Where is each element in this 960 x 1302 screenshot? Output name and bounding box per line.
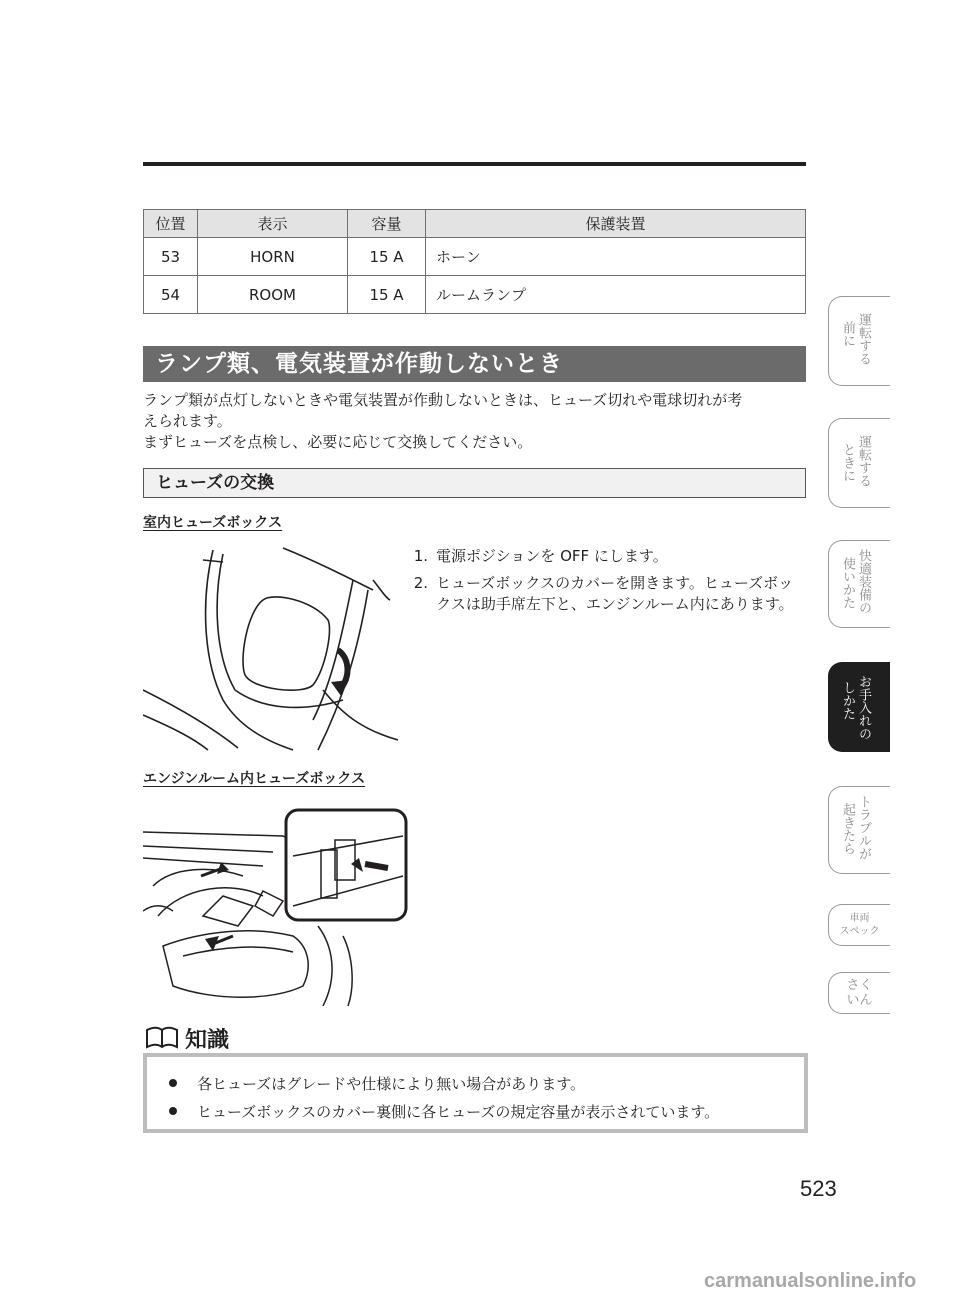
- cell-protected: ルームランプ: [426, 276, 806, 314]
- list-item: [404, 546, 806, 567]
- cell-position: 53: [144, 238, 198, 276]
- top-rule: [143, 162, 806, 166]
- watermark: carmanualsonline.info: [704, 1270, 917, 1292]
- bullet-icon: [169, 1079, 177, 1087]
- knowledge-list: [161, 1069, 804, 1125]
- side-tab-label: 運転する: [856, 313, 871, 365]
- side-tab-label: 運転する: [856, 435, 871, 487]
- col-header-protected: 保護装置: [426, 210, 806, 238]
- cell-capacity: 15 A: [348, 238, 426, 276]
- section-heading: ランプ類、電気装置が作動しないとき: [143, 346, 806, 382]
- side-tab-troubleshooting[interactable]: [828, 786, 890, 874]
- cell-position: 54: [144, 276, 198, 314]
- side-tab-comfort-features[interactable]: [828, 540, 890, 628]
- subsection-heading: ヒューズの交換: [143, 468, 806, 498]
- cell-label: HORN: [198, 238, 348, 276]
- intro-text: [143, 390, 808, 453]
- side-tab-label: 快適装備の: [856, 549, 871, 614]
- side-tab-label: 車両: [849, 913, 870, 924]
- intro-line: えられます。: [143, 412, 232, 430]
- col-header-position: 位置: [144, 210, 198, 238]
- col-header-capacity: 容量: [348, 210, 426, 238]
- cell-protected: ホーン: [426, 238, 806, 276]
- label-engine-fuse-box: エンジンルーム内ヒューズボックス: [143, 771, 366, 787]
- knowledge-label: 知識: [185, 1027, 230, 1053]
- side-tab-label: 使いかた: [840, 557, 855, 609]
- book-icon: [145, 1026, 179, 1050]
- interior-fuse-box-illustration: [143, 540, 398, 752]
- knowledge-item-text: 各ヒューズはグレードや仕様により無い場合があります。: [197, 1074, 586, 1093]
- intro-line: まずヒューズを点検し、必要に応じて交換してください。: [143, 433, 533, 451]
- list-item: [161, 1069, 804, 1097]
- knowledge-item-text: ヒューズボックスのカバー裏側に各ヒューズの規定容量が表示されています。: [197, 1102, 720, 1121]
- side-tab-index[interactable]: [828, 972, 890, 1014]
- side-tab-maintenance[interactable]: [828, 662, 890, 752]
- side-tab-label: さく: [846, 978, 873, 993]
- side-tab-vehicle-specs[interactable]: [828, 904, 890, 946]
- table-row: [144, 238, 806, 276]
- step-number: 2.: [413, 574, 428, 592]
- col-header-label: 表示: [198, 210, 348, 238]
- side-tab-label: お手入れの: [856, 675, 871, 740]
- list-item: [161, 1097, 804, 1125]
- side-tab-label: スペック: [839, 926, 880, 937]
- step-number: 1.: [413, 547, 428, 565]
- steps-list: [404, 546, 806, 621]
- side-tab-label: いん: [846, 993, 873, 1008]
- label-interior-fuse-box: 室内ヒューズボックス: [143, 515, 283, 531]
- side-tab-label: 前に: [840, 321, 855, 347]
- page-number: 523: [800, 1176, 837, 1201]
- intro-line: ランプ類が点灯しないときや電気装置が作動しないときは、ヒューズ切れや電球切れが考: [143, 391, 743, 409]
- side-tab-label: しかた: [840, 681, 855, 720]
- engine-fuse-box-illustration: [143, 806, 410, 1006]
- step-text: ヒューズボックスのカバーを開きます。ヒューズボックスは助手席左下と、エンジンルーム内にあります。: [436, 574, 794, 613]
- table-row: [144, 276, 806, 314]
- step-text: 電源ポジションを OFF にします。: [436, 547, 668, 565]
- side-tab-label: ときに: [840, 443, 855, 482]
- list-item: [404, 573, 806, 615]
- side-tab-label: 起きたら: [840, 803, 855, 855]
- fuse-table: [143, 209, 806, 314]
- side-tab-label: トラブルが: [856, 795, 871, 860]
- bullet-icon: [169, 1107, 177, 1115]
- cell-capacity: 15 A: [348, 276, 426, 314]
- side-tab-before-driving[interactable]: [828, 296, 890, 386]
- side-tab-while-driving[interactable]: [828, 418, 890, 508]
- cell-label: ROOM: [198, 276, 348, 314]
- knowledge-box: [143, 1053, 808, 1133]
- knowledge-title: [145, 1020, 229, 1056]
